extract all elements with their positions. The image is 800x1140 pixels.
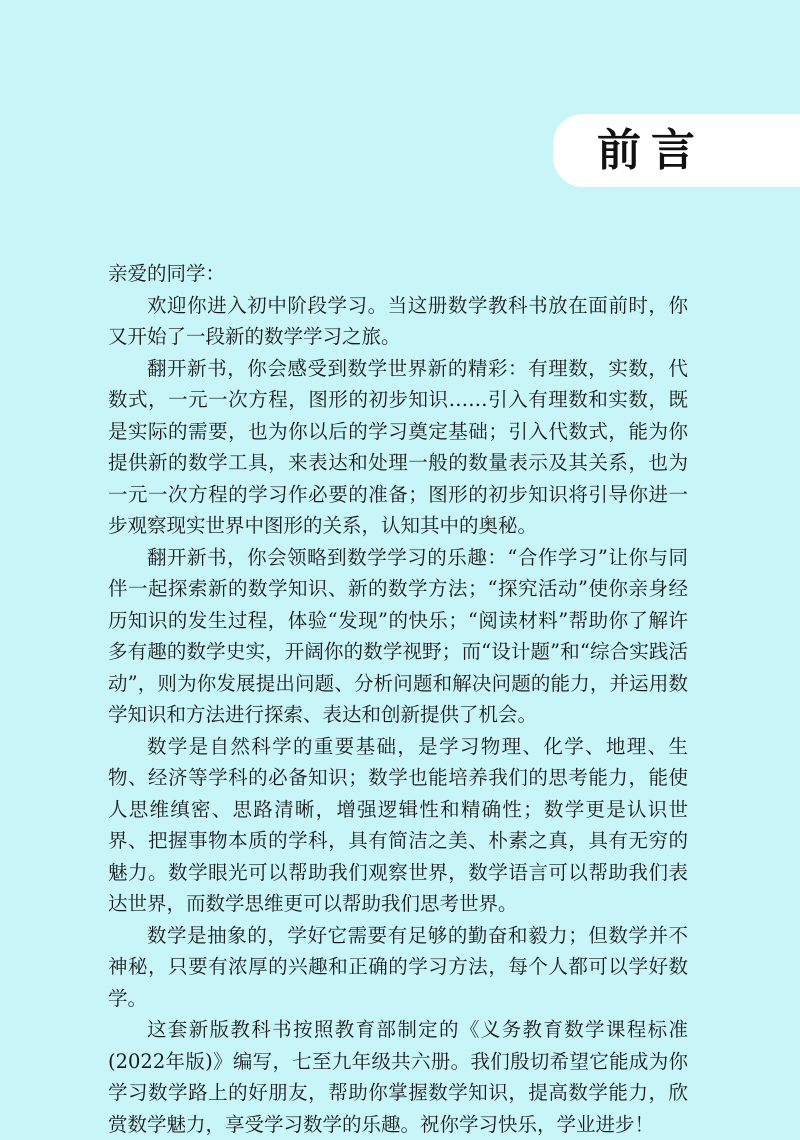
paragraph: 翻开新书，你会感受到数学世界新的精彩：有理数，实数，代数式，一元一次方程，图形的初步知识……引入有理数和实数，既是实际的需要，也为你以后的学习奠定基础；引入代数式，能为你提供新的数学工具，来表达和处理一般的数量表示及其关系，也为一元一次方程的学习作必要的准备；图形的初步知识将引导你进一步观察现实世界中图形的关系，认知其中的奥秘。 [108,356,688,537]
paragraph: 数学是自然科学的重要基础，是学习物理、化学、地理、生物、经济等学科的必备知识；数学也能培养我们的思考能力，能使人思维缜密、思路清晰，增强逻辑性和精确性；数学更是认识世界、把握事物本质的学科，具有简洁之美、朴素之真，具有无穷的魅力。数学眼光可以帮助我们观察世界，数学语言可以帮助我们表达世界，而数学思维更可以帮助我们思考世界。 [108,734,688,915]
paragraph: 这套新版教科书按照教育部制定的《义务教育数学课程标准(2022年版)》编写，七至九年级共六册。我们殷切希望它能成为你学习数学路上的好朋友，帮助你掌握数学知识，提高数学能力，欣赏数学魅力，享受学习数学的乐趣。祝你学习快乐，学业进步！ [108,1018,688,1136]
paragraph: 翻开新书，你会领略到数学学习的乐趣：“合作学习”让你与同伴一起探索新的数学知识、新的数学方法；“探究活动”使你亲身经历知识的发生过程，体验“发现”的快乐；“阅读材料”帮助你了解许多有趣的数学史实，开阔你的数学视野；而“设计题”和“综合实践活动”，则为你发展提出问题、分析问题和解决问题的能力，并运用数学知识和方法进行探索、表达和创新提供了机会。 [108,545,688,726]
paragraph: 数学是抽象的，学好它需要有足够的勤奋和毅力；但数学并不神秘，只要有浓厚的兴趣和正确的学习方法，每个人都可以学好数学。 [108,923,688,1010]
page-title: 前言 [597,125,705,176]
preface-body [108,258,688,1140]
paragraph: 欢迎你进入初中阶段学习。当这册数学教科书放在面前时，你又开始了一段新的数学学习之旅。 [108,293,688,348]
salutation: 亲爱的同学： [108,262,226,285]
